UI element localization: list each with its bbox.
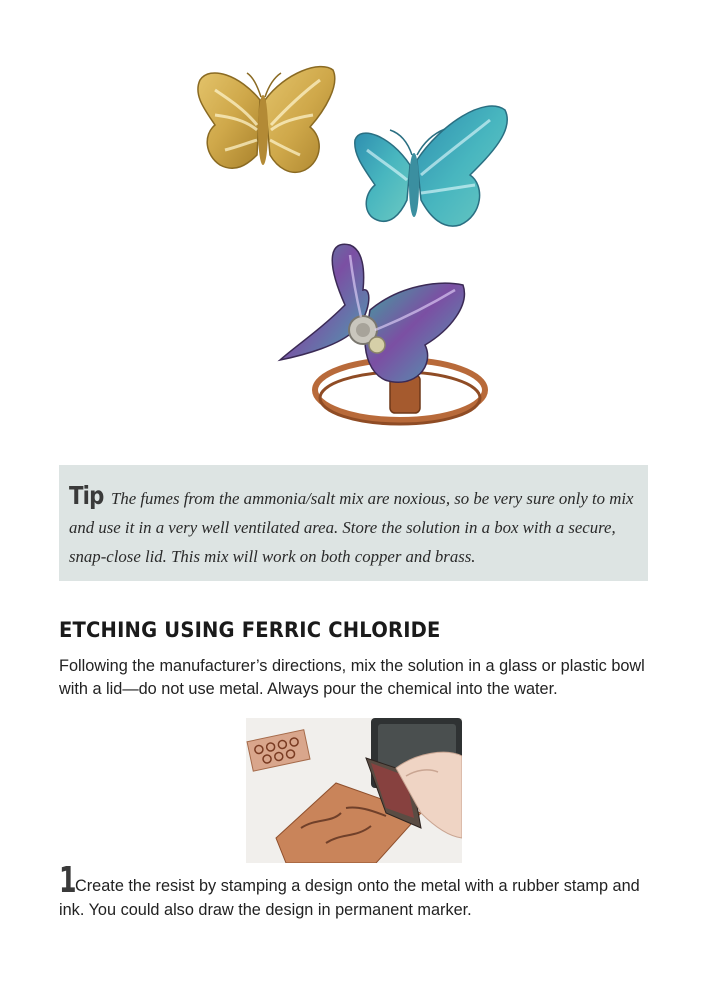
intro-paragraph: Following the manufacturer’s directions, mix the solution in a glass or plastic bowl with a lid—do not use metal. Always pour the chemical into the water. <box>59 657 645 698</box>
butterflies-photo <box>185 55 525 450</box>
tip-label: Tip <box>69 481 104 510</box>
section-heading: ETCHING USING FERRIC CHLORIDE <box>59 618 441 642</box>
teal-butterfly <box>355 106 507 226</box>
tip-text <box>69 481 636 571</box>
step-number: 1 <box>59 860 77 901</box>
tip-box <box>59 465 648 581</box>
purple-butterfly-ring <box>280 244 485 424</box>
tip-body: The fumes from the ammonia/salt mix are noxious, so be very sure only to mix and use it in a very well ventilated area. Store the solution in a box with a secure, snap-close lid. This mix will work on both copper and brass. <box>69 489 634 566</box>
stamping-photo <box>246 718 462 863</box>
step-text: Create the resist by stamping a design onto the metal with a rubber stamp and ink. You could also draw the design in permanent marker. <box>59 877 640 919</box>
step-1 <box>59 860 659 922</box>
gold-butterfly <box>198 67 335 173</box>
